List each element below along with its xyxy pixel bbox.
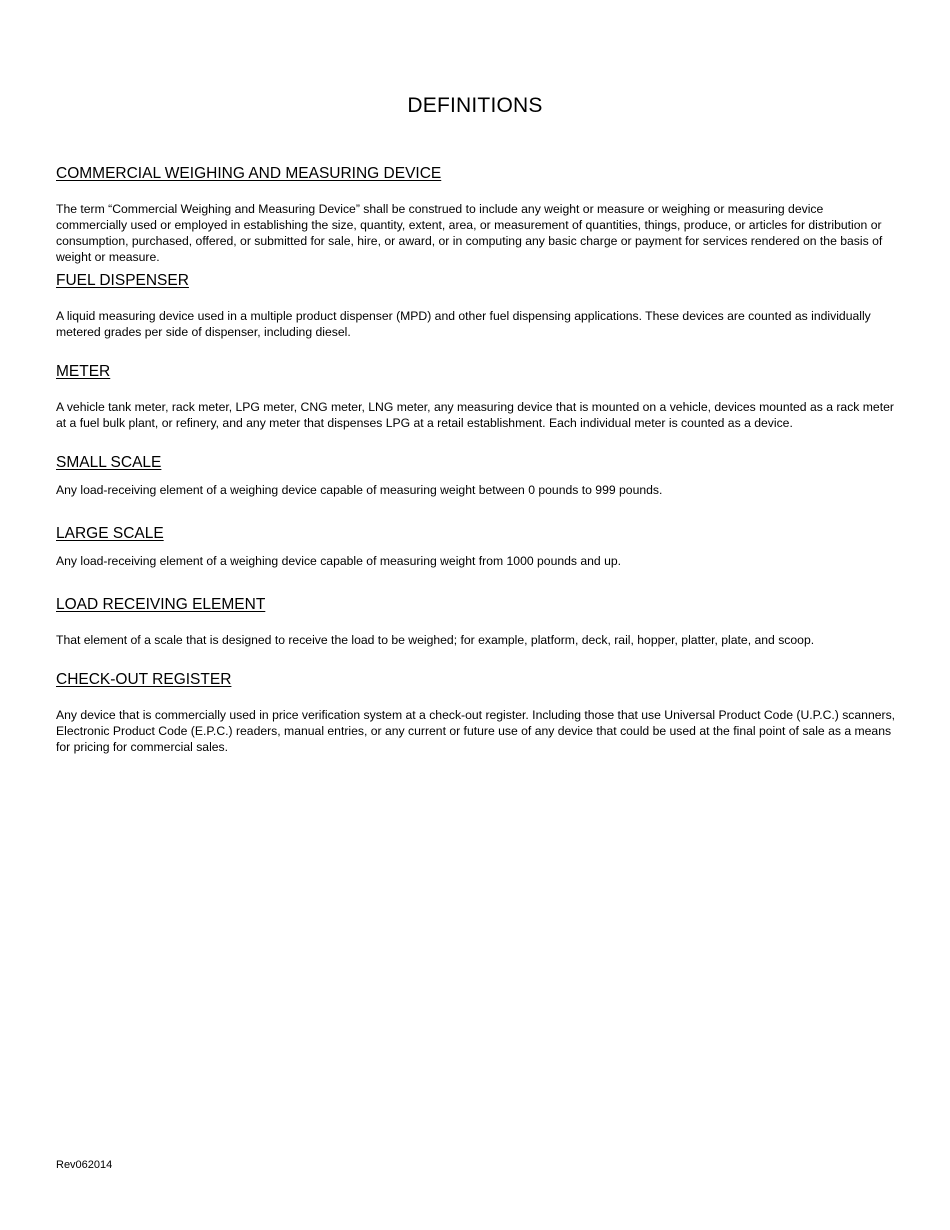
section-meter [56, 362, 896, 431]
section-body: Any load-receiving element of a weighing device capable of measuring weight between 0 pounds to 999 pounds. [56, 483, 663, 497]
section-load-receiving-element [56, 595, 896, 648]
section-heading: SMALL SCALE [56, 454, 162, 471]
section-body: Any load-receiving element of a weighing device capable of measuring weight from 1000 pounds and up. [56, 554, 622, 568]
section-fuel-dispenser [56, 271, 896, 340]
section-small-scale [56, 453, 896, 498]
section-body: A vehicle tank meter, rack meter, LPG meter, CNG meter, LNG meter, any measuring device that is mounted on a vehicle, devices mounted as a rack meter at a fuel bulk plant, or refinery, and any meter that dispenses LPG at a retail establishment. Each individual meter is counted as a device. [56, 400, 894, 430]
section-body: The term “Commercial Weighing and Measuring Device” shall be construed to include any weight or measure or weighing or measuring device commercially used or employed in establishing the size, quantity, extent, area, or measurement of quantities, things, produce, or articles for distribution or consumption, purchased, offered, or submitted for sale, hire, or award, or in computing any basic charge or payment for services rendered on the basis of weight or measure. [56, 202, 883, 264]
revision-footer: Rev062014 [56, 1159, 113, 1171]
section-body: A liquid measuring device used in a multiple product dispenser (MPD) and other fuel dispensing applications. These devices are counted as individually metered grades per side of dispenser, including diesel. [56, 309, 871, 339]
section-body: That element of a scale that is designed to receive the load to be weighed; for example, platform, deck, rail, hopper, platter, plate, and scoop. [56, 633, 815, 647]
section-large-scale [56, 524, 896, 569]
section-heading: METER [56, 363, 111, 380]
section-heading: LARGE SCALE [56, 525, 164, 542]
page-title: DEFINITIONS [407, 94, 543, 117]
section-commercial-weighing [56, 164, 896, 265]
section-check-out-register [56, 670, 896, 755]
section-heading: FUEL DISPENSER [56, 272, 189, 289]
section-heading: CHECK-OUT REGISTER [56, 671, 232, 688]
section-heading: LOAD RECEIVING ELEMENT [56, 596, 266, 613]
section-heading: COMMERCIAL WEIGHING AND MEASURING DEVICE [56, 165, 442, 182]
section-body: Any device that is commercially used in price verification system at a check-out register. Including those that use Universal Product Code (U.P.C.) scanners, Electronic Product Code (E.P.C.) readers, manual entries, or any current or future use of any device that could be used at the final point of sale as a means for pricing for commercial sales. [56, 708, 896, 754]
